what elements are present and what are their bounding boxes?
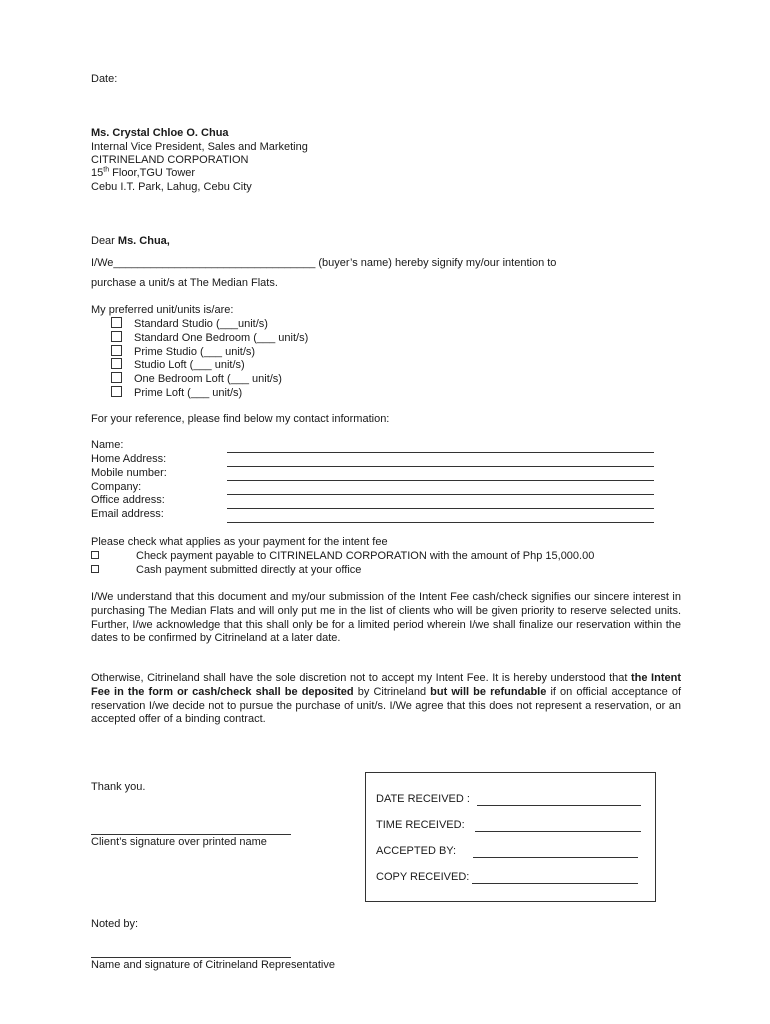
intent-line [91,257,556,270]
unit-option[interactable] [111,358,245,373]
checkbox-icon[interactable] [111,358,122,369]
unit-option-label: Standard One Bedroom (___ unit/s) [134,332,309,344]
checkbox-icon[interactable] [111,372,122,383]
client-signature-line[interactable] [91,834,291,835]
representative-signature-line[interactable] [91,957,291,958]
unit-option-label: One Bedroom Loft (___ unit/s) [134,373,282,385]
mobile-field[interactable] [227,480,654,481]
refund-text-3: if on official acceptance of reservation I/we decide not to pursue the purchase of unit/s. I/We agree that this does not represent a reservation, or an accepted offer of a binding contract. [91,685,682,726]
refund-text-2: by Citrineland [353,685,431,698]
buyer-name-blank[interactable]: _________________________________ [113,257,316,269]
intent-line-2: purchase a unit/s at The Median Flats. [91,277,278,289]
understanding-paragraph: I/We understand that this document and my/our submission of the Intent Fee cash/check signifies our sincere interest in purchasing The Median Flats and will only put me in the list of clients who will be given priority to reserve selected units. Further, I/we acknowledge that this shall only be for a limited period wherein I/we shall finalize our reservation within the dates to be confirmed by Citrineland at a later date. [91,591,681,645]
field-label-name: Name: [91,439,124,451]
recipient-address: Cebu I.T. Park, Lahug, Cebu City [91,181,252,193]
salutation-name: Ms. Chua, [117,235,170,247]
unit-option[interactable] [111,372,282,387]
payment-option-cash[interactable] [91,564,99,577]
field-label-company: Company: [91,481,142,493]
checkbox-icon[interactable] [91,551,99,559]
date-label: Date: [91,73,118,85]
recipient-title: Internal Vice President, Sales and Marketing [91,141,308,153]
copy-received-field[interactable] [472,883,638,884]
payment-option-label: Check payment payable to CITRINELAND CORPORATION with the amount of Php 15,000.00 [136,550,595,562]
recipient-company: CITRINELAND CORPORATION [91,154,249,166]
name-field[interactable] [227,452,654,453]
unit-option[interactable] [111,386,242,401]
field-label-email: Email address: [91,508,164,520]
noted-by: Noted by: [91,918,139,930]
units-heading: My preferred unit/units is/are: [91,304,234,316]
refund-text-1: Otherwise, Citrineland shall have the sole discretion not to accept my Intent Fee. It is hereby understood that [91,672,632,684]
receipt-box [365,772,656,902]
intent-prefix: I/We [91,257,114,269]
unit-option-label: Prime Studio (___ unit/s) [134,346,256,358]
accepted-by-field[interactable] [473,857,638,858]
checkbox-icon[interactable] [91,565,99,573]
home-address-field[interactable] [227,466,654,467]
date-received-field[interactable] [477,805,641,806]
time-received-field[interactable] [475,831,641,832]
client-signature-label: Client’s signature over printed name [91,836,267,848]
floor-rest: Floor,TGU Tower [109,167,196,179]
unit-option-label: Prime Loft (___ unit/s) [134,387,243,399]
salutation-prefix: Dear [91,235,118,247]
recipient-floor [91,167,195,180]
field-label-mobile: Mobile number: [91,467,167,479]
payment-option-check[interactable] [91,550,99,563]
checkbox-icon[interactable] [111,386,122,397]
unit-option-label: Standard Studio (___unit/s) [134,318,268,330]
email-field[interactable] [227,522,654,523]
copy-received-label: COPY RECEIVED: [376,871,470,883]
unit-option-label: Studio Loft (___ unit/s) [134,359,245,371]
office-address-field[interactable] [227,508,654,509]
checkbox-icon[interactable] [111,331,122,342]
date-received-label: DATE RECEIVED : [376,793,470,805]
contact-intro: For your reference, please find below my contact information: [91,413,390,425]
salutation [91,235,170,248]
floor-number: 15 [91,167,104,179]
field-label-office-address: Office address: [91,494,165,506]
refund-bold-2: but will be refundable [430,685,547,698]
payment-heading: Please check what applies as your payment for the intent fee [91,536,388,548]
unit-option[interactable] [111,317,268,332]
company-field[interactable] [227,494,654,495]
time-received-label: TIME RECEIVED: [376,819,465,831]
field-label-home-address: Home Address: [91,453,167,465]
recipient-name: Ms. Crystal Chloe O. Chua [91,127,229,139]
refund-paragraph [91,672,681,727]
checkbox-icon[interactable] [111,345,122,356]
floor-suffix: th [103,166,110,174]
unit-option[interactable] [111,331,308,346]
intent-suffix: (buyer’s name) hereby signify my/our intention to [315,257,557,269]
checkbox-icon[interactable] [111,317,122,328]
refund-bold-1: the Intent Fee in the form or cash/check shall be deposited [91,672,681,698]
accepted-by-label: ACCEPTED BY: [376,845,457,857]
payment-option-label: Cash payment submitted directly at your office [136,564,362,576]
thank-you: Thank you. [91,781,146,793]
representative-signature-label: Name and signature of Citrineland Representative [91,959,335,971]
